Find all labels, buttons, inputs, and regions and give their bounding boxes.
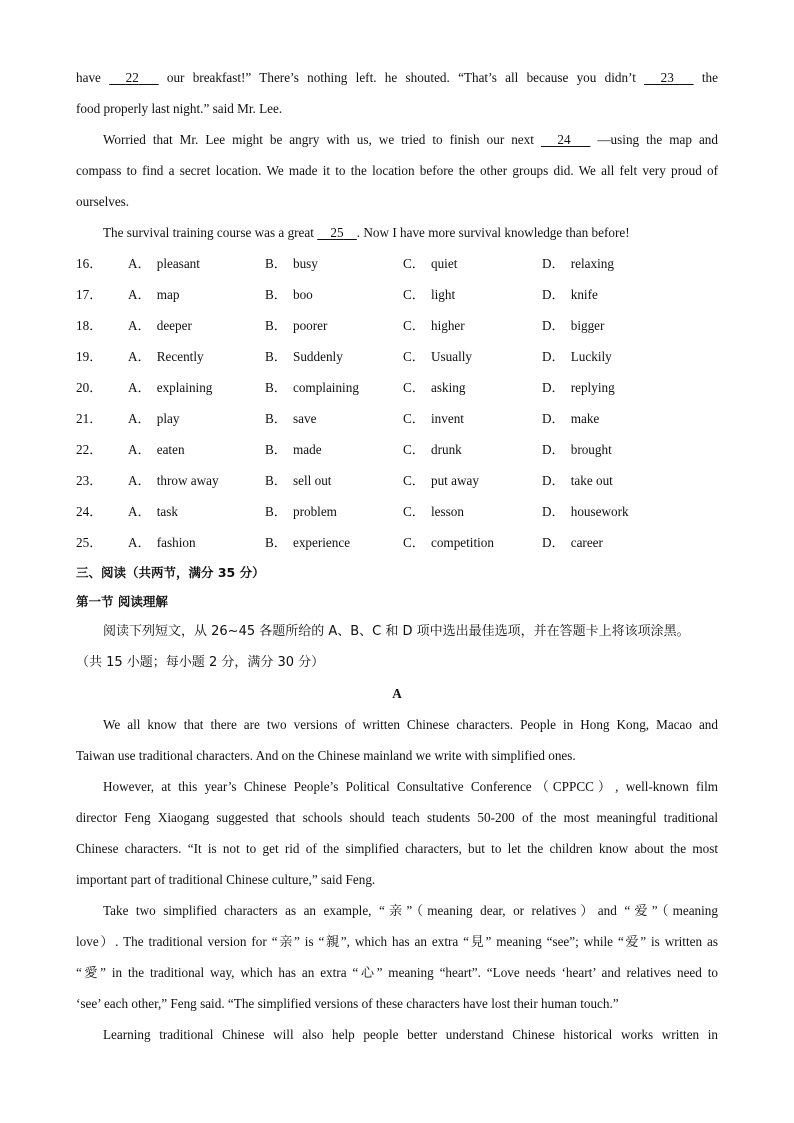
option-letter: A． [128,535,151,550]
option-b [265,434,403,465]
option-text: competition [430,535,494,550]
option-letter: A． [128,256,151,271]
option-text: drunk [430,442,462,457]
option-row [76,465,718,496]
option-letter: C． [403,473,425,488]
passage-line: Learning traditional Chinese will also help people better understand Chinese historical works written in [103,1027,718,1042]
option-b [265,310,403,341]
passage-line [76,124,718,155]
option-text: higher [430,318,465,333]
option-text: replying [570,380,615,395]
option-text: lesson [430,504,464,519]
option-text: poorer [292,318,328,333]
instruction: （共 15 小题；每小题 2 分，满分 30 分） [76,655,325,670]
passage-line: compass to find a secret location. We made it to the location before the other groups did. We all felt very proud of [76,163,718,178]
question-number: 18． [76,318,103,333]
option-text: complaining [292,380,359,395]
option-d [542,434,672,465]
option-d [542,310,672,341]
option-letter: B． [265,442,287,457]
text: the [693,70,718,85]
blank-22: 22 [125,70,139,85]
option-d [542,465,672,496]
passage-line: director Feng Xiaogang suggested that schools should teach students 50-200 of the most meaningful traditional [76,810,718,825]
option-text: light [430,287,456,302]
option-text: invent [430,411,464,426]
option-letter: D． [542,349,565,364]
option-letter: D． [542,535,565,550]
option-row [76,341,718,372]
subsection-title: 第一节 阅读理解 [76,594,168,609]
option-b [265,372,403,403]
option-letter: C． [403,411,425,426]
option-text: problem [292,504,337,519]
option-text: throw away [156,473,219,488]
option-d [542,403,672,434]
option-d [542,279,672,310]
option-text: sell out [292,473,332,488]
option-letter: B． [265,411,287,426]
option-letter: A． [128,349,151,364]
option-b [265,279,403,310]
option-b [265,465,403,496]
option-letter: A． [128,504,151,519]
option-c [403,372,542,403]
option-letter: A． [128,442,151,457]
option-letter: D． [542,473,565,488]
option-row [76,310,718,341]
option-a [128,341,265,372]
passage-line: We all know that there are two versions of written Chinese characters. People in Hong Kong, Macao and [103,717,718,732]
option-row [76,434,718,465]
option-letter: D． [542,380,565,395]
question-number: 19． [76,349,103,364]
option-text: Recently [156,349,204,364]
option-text: Suddenly [292,349,343,364]
option-letter: A． [128,287,151,302]
passage-line: ourselves. [76,194,130,209]
option-letter: D． [542,442,565,457]
question-number: 16． [76,256,103,271]
option-letter: B． [265,287,287,302]
option-text: boo [292,287,313,302]
option-text: take out [570,473,613,488]
option-letter: B． [265,349,287,364]
option-row [76,496,718,527]
option-letter: A． [128,380,151,395]
passage-line: “愛” in the traditional way, which has an extra “心” meaning “heart”. “Love needs ‘heart’ and relatives need to [76,965,718,980]
question-number: 23． [76,473,103,488]
option-text: map [156,287,180,302]
option-c [403,496,542,527]
text: Worried that Mr. Lee might be angry with us, we tried to finish our next [103,132,541,147]
question-number: 25． [76,535,103,550]
instruction: 阅读下列短文，从 26~45 各题所给的 A、B、C 和 D 项中选出最佳选项，并在答题卡上将该项涂黑。 [103,624,690,639]
option-letter: A． [128,411,151,426]
option-letter: D． [542,504,565,519]
option-d [542,496,672,527]
option-text: explaining [156,380,213,395]
text: our breakfast!” There’s nothing left. he shouted. “That’s all because you didn’t [158,70,645,85]
option-a [128,310,265,341]
option-row [76,527,718,558]
passage-line: food properly last night.” said Mr. Lee. [76,101,283,116]
option-row [76,279,718,310]
option-b [265,496,403,527]
option-text: play [156,411,180,426]
text: . Now I have more survival knowledge than before! [356,225,630,240]
option-d [542,372,672,403]
option-letter: D． [542,256,565,271]
option-letter: B． [265,380,287,395]
passage-line: important part of traditional Chinese culture,” said Feng. [76,872,376,887]
passage-line: Taiwan use traditional characters. And on the Chinese mainland we write with simplified ones. [76,748,576,763]
options-list [76,248,718,558]
option-letter: D． [542,318,565,333]
option-a [128,372,265,403]
option-a [128,248,265,279]
option-text: relaxing [570,256,614,271]
section-title: 三、阅读（共两节，满分 35 分） [76,565,265,580]
option-letter: D． [542,411,565,426]
option-b [265,341,403,372]
question-number: 22． [76,442,103,457]
option-text: housework [570,504,629,519]
option-c [403,248,542,279]
passage-line: Take two simplified characters as an example, “亲”（meaning dear, or relatives）and “爱”（meaning [103,903,718,918]
option-letter: A． [128,318,151,333]
option-text: put away [430,473,479,488]
option-letter: B． [265,318,287,333]
option-d [542,341,672,372]
option-text: task [156,504,178,519]
option-a [128,527,265,558]
passage-line: Chinese characters. “It is not to get rid of the simplified characters, but to let the children know about the most [76,841,718,856]
text: have [76,70,110,85]
option-letter: B． [265,535,287,550]
option-text: brought [570,442,612,457]
option-text: knife [570,287,598,302]
option-text: experience [292,535,351,550]
option-text: pleasant [156,256,200,271]
option-letter: C． [403,442,425,457]
option-text: Luckily [570,349,612,364]
blank-25: 25 [330,225,344,240]
option-text: save [292,411,317,426]
option-letter: C． [403,380,425,395]
option-text: busy [292,256,318,271]
option-a [128,434,265,465]
option-letter: C． [403,318,425,333]
option-d [542,248,672,279]
passage-line [76,217,718,248]
text: The survival training course was a great [103,225,318,240]
option-row [76,372,718,403]
question-number: 24． [76,504,103,519]
option-letter: C． [403,504,425,519]
option-text: Usually [430,349,473,364]
option-row [76,248,718,279]
option-text: bigger [570,318,605,333]
option-letter: C． [403,349,425,364]
passage-line [76,62,718,93]
option-text: made [292,442,322,457]
option-row [76,403,718,434]
option-letter: C． [403,256,425,271]
passage-line: However, at this year’s Chinese People’s Political Consultative Conference（CPPCC）, well-known film [103,779,718,794]
option-letter: C． [403,287,425,302]
option-a [128,496,265,527]
option-letter: B． [265,504,287,519]
option-c [403,434,542,465]
option-text: asking [430,380,466,395]
option-a [128,403,265,434]
option-text: quiet [430,256,458,271]
option-b [265,527,403,558]
option-a [128,279,265,310]
question-number: 21． [76,411,103,426]
option-c [403,310,542,341]
blank-24: 24 [557,132,571,147]
passage-line: ‘see’ each other,” Feng said. “The simplified versions of these characters have lost their human touch.” [76,996,619,1011]
option-c [403,403,542,434]
option-c [403,279,542,310]
option-letter: D． [542,287,565,302]
option-c [403,527,542,558]
passage-label: A [392,686,402,701]
option-b [265,248,403,279]
question-number: 20． [76,380,103,395]
option-c [403,341,542,372]
option-d [542,527,672,558]
option-text: eaten [156,442,185,457]
option-c [403,465,542,496]
document-page [76,62,718,1050]
option-text: fashion [156,535,196,550]
option-text: deeper [156,318,192,333]
option-text: make [570,411,600,426]
option-a [128,465,265,496]
question-number: 17． [76,287,103,302]
option-b [265,403,403,434]
option-letter: B． [265,473,287,488]
option-letter: C． [403,535,425,550]
text: —using the map and [590,132,718,147]
passage-line: love）. The traditional version for “亲” is “親”, which has an extra “見” meaning “see”; while “爱” is written as [76,934,718,949]
option-text: career [570,535,603,550]
blank-23: 23 [660,70,674,85]
option-letter: A． [128,473,151,488]
option-letter: B． [265,256,287,271]
